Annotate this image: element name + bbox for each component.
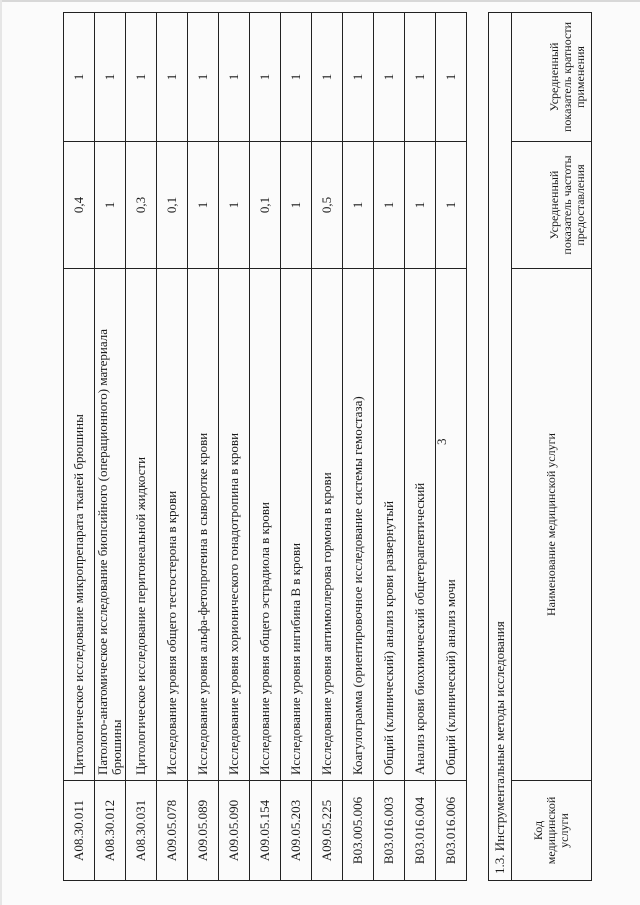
service-code: B03.016.004 bbox=[405, 781, 436, 881]
table-row bbox=[64, 13, 95, 881]
service-code: B03.016.003 bbox=[374, 781, 405, 881]
table-row bbox=[374, 13, 405, 881]
multiplicity-value: 1 bbox=[219, 13, 250, 142]
section-title: 1.3. Инструментальные методы исследования bbox=[489, 12, 512, 880]
service-name: Исследование уровня ингибина В в крови bbox=[281, 269, 312, 781]
service-code: A08.30.011 bbox=[64, 781, 95, 881]
service-code: B03.016.006 bbox=[436, 781, 467, 881]
service-name: Исследование уровня хорионического гонадотропина в крови bbox=[219, 269, 250, 781]
service-code: A08.30.012 bbox=[95, 781, 126, 881]
table-row bbox=[250, 13, 281, 881]
multiplicity-value: 1 bbox=[405, 13, 436, 142]
service-code: A09.05.225 bbox=[312, 781, 343, 881]
service-name: Общий (клинический) анализ крови развернутый bbox=[374, 269, 405, 781]
table-row bbox=[126, 13, 157, 881]
service-code: A09.05.089 bbox=[188, 781, 219, 881]
frequency-value: 0,1 bbox=[157, 142, 188, 269]
service-code: A09.05.154 bbox=[250, 781, 281, 881]
section-title-row bbox=[489, 12, 512, 880]
table-row bbox=[405, 13, 436, 881]
table-row bbox=[157, 13, 188, 881]
service-name: Анализ крови биохимический общетерапевтический bbox=[405, 269, 436, 781]
header-multiplicity: Усредненный показатель кратности применения bbox=[512, 12, 592, 141]
table-row bbox=[188, 13, 219, 881]
service-name: Патолого-анатомическое исследование биопсийного (операционного) материала брюшины bbox=[95, 269, 126, 781]
multiplicity-value: 1 bbox=[95, 13, 126, 142]
service-name: Цитологическое исследование микропрепарата тканей брюшины bbox=[64, 269, 95, 781]
service-code: A09.05.203 bbox=[281, 781, 312, 881]
table-row bbox=[95, 13, 126, 881]
service-code: A09.05.090 bbox=[219, 781, 250, 881]
frequency-value: 1 bbox=[405, 142, 436, 269]
frequency-value: 0,3 bbox=[126, 142, 157, 269]
frequency-value: 1 bbox=[188, 142, 219, 269]
multiplicity-value: 1 bbox=[312, 13, 343, 142]
table-header-row bbox=[512, 12, 592, 880]
service-name: Коагулограмма (ориентировочное исследование системы гемостаза) bbox=[343, 269, 374, 781]
service-code: B03.005.006 bbox=[343, 781, 374, 881]
table-row bbox=[343, 13, 374, 881]
frequency-value: 1 bbox=[219, 142, 250, 269]
multiplicity-value: 1 bbox=[374, 13, 405, 142]
multiplicity-value: 1 bbox=[126, 13, 157, 142]
table-row bbox=[436, 13, 467, 881]
frequency-value: 0,4 bbox=[64, 142, 95, 269]
multiplicity-value: 1 bbox=[281, 13, 312, 142]
service-code: A09.05.078 bbox=[157, 781, 188, 881]
multiplicity-value: 1 bbox=[64, 13, 95, 142]
service-name: Исследование уровня общего эстрадиола в крови bbox=[250, 269, 281, 781]
frequency-value: 0,1 bbox=[250, 142, 281, 269]
frequency-value: 0,5 bbox=[312, 142, 343, 269]
frequency-value: 1 bbox=[374, 142, 405, 269]
table-row bbox=[219, 13, 250, 881]
service-name: Цитологическое исследование перитонеальной жидкости bbox=[126, 269, 157, 781]
multiplicity-value: 1 bbox=[436, 13, 467, 142]
multiplicity-value: 1 bbox=[343, 13, 374, 142]
frequency-value: 1 bbox=[343, 142, 374, 269]
service-name: Общий (клинический) анализ мочи bbox=[436, 269, 467, 781]
frequency-value: 1 bbox=[436, 142, 467, 269]
service-name: Исследование уровня альфа-фетопротеина в сыворотке крови bbox=[188, 269, 219, 781]
service-name: Исследование уровня антимюллерова гормона в крови bbox=[312, 269, 343, 781]
frequency-value: 1 bbox=[95, 142, 126, 269]
service-code: A08.30.031 bbox=[126, 781, 157, 881]
header-frequency: Усредненный показатель частоты предоставления bbox=[512, 142, 592, 269]
instrumental-methods-table bbox=[488, 12, 592, 881]
frequency-value: 1 bbox=[281, 142, 312, 269]
page-number: 3 bbox=[434, 438, 449, 445]
multiplicity-value: 1 bbox=[157, 13, 188, 142]
multiplicity-value: 1 bbox=[250, 13, 281, 142]
table-row bbox=[312, 13, 343, 881]
header-name: Наименование медицинской услуги bbox=[512, 269, 592, 781]
multiplicity-value: 1 bbox=[188, 13, 219, 142]
header-code: Код медицинской услуги bbox=[512, 781, 592, 881]
lab-tests-table bbox=[63, 12, 467, 881]
service-name: Исследование уровня общего тестостерона в крови bbox=[157, 269, 188, 781]
table-row bbox=[281, 13, 312, 881]
